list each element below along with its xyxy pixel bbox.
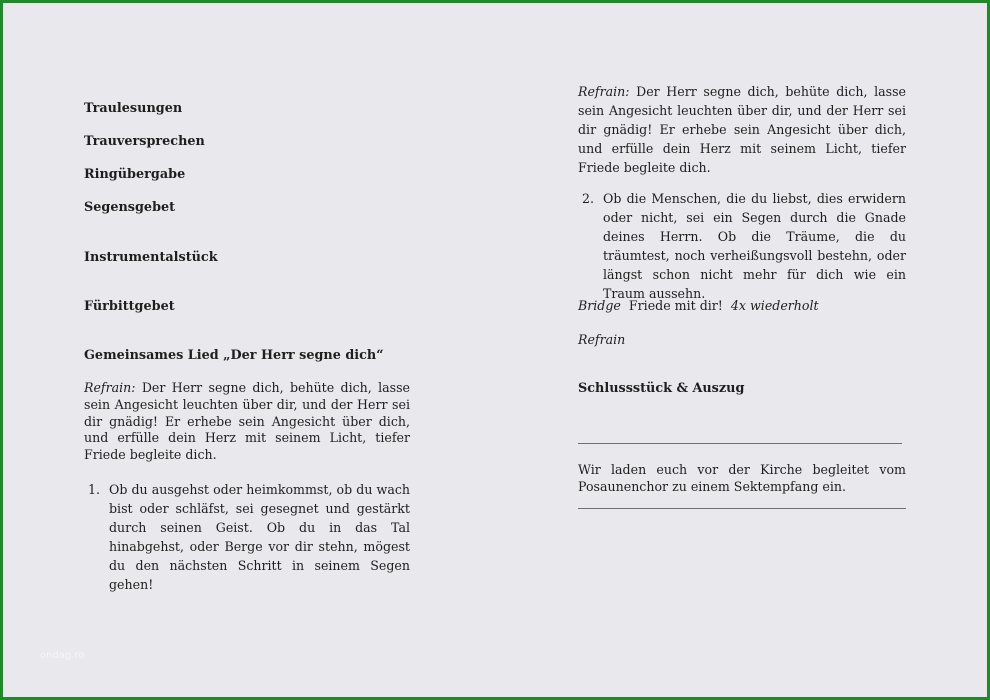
bridge-line [578, 296, 819, 315]
verse-item-2 [578, 189, 906, 301]
refrain-text: Der Herr segne dich, behüte dich, lasse sein Angesicht leuchten über dir, und der Herr sei dir gnädig! Er erhebe sein Angesicht über dich, und erfülle dein Herz mit seinem Licht, tiefer Friede begleite dich. [578, 84, 906, 175]
verse-text: Ob die Menschen, die du liebst, dies erwidern oder nicht, sei ein Segen durch die Gnade deines Herrn. Ob die Träume, die du träumtest, noch verheißungsvoll bestehn, oder längst schon nicht mehr für dich wie ein Traum aussehn. [603, 191, 906, 301]
refrain-paragraph-right [578, 82, 906, 177]
bridge-text: Friede mit dir! [628, 298, 723, 313]
refrain-text: Der Herr segne dich, behüte dich, lasse sein Angesicht leuchten über dir, und der Herr sei dir gnädig! Er erhebe sein Angesicht über dich, und erfülle dein Herz mit seinem Licht, tiefer Friede begleite dich. [84, 380, 410, 463]
heading-gemeinsames-lied: Gemeinsames Lied „Der Herr segne dich“ [84, 348, 384, 363]
heading-trauversprechen: Trauversprechen [84, 134, 205, 149]
refrain-label: Refrain: [578, 84, 630, 99]
heading-ringuebergabe: Ringübergabe [84, 167, 186, 182]
bridge-repeat: 4x wiederholt [730, 298, 819, 313]
refrain-short: Refrain [578, 332, 626, 347]
divider-bottom [578, 508, 906, 509]
heading-instrumentalstueck: Instrumentalstück [84, 250, 218, 265]
watermark: ondag.ro [40, 650, 85, 661]
heading-schlussstueck: Schlussstück & Auszug [578, 381, 745, 396]
bridge-label: Bridge [578, 298, 621, 313]
verse-text: Ob du ausgehst oder heimkommst, ob du wach bist oder schläfst, sei gesegnet und gestärkt durch seinen Geist. Ob du in das Tal hinabgehst, oder Berge vor dir stehn, mögest du den nächsten Schritt in seinem Segen gehen! [109, 482, 410, 592]
heading-segensgebet: Segensgebet [84, 200, 176, 215]
heading-traulesungen: Traulesungen [84, 101, 183, 116]
refrain-label: Refrain: [84, 380, 136, 395]
verse-item-1 [84, 480, 410, 592]
refrain-paragraph-left [84, 380, 410, 464]
invitation-paragraph: Wir laden euch vor der Kirche begleitet vom Posaunenchor zu einem Sektempfang ein. [578, 462, 906, 494]
divider-top [578, 443, 902, 444]
verse-number: 1. [88, 482, 101, 497]
verse-number: 2. [582, 191, 595, 206]
heading-fuerbittgebet: Fürbittgebet [84, 299, 175, 314]
